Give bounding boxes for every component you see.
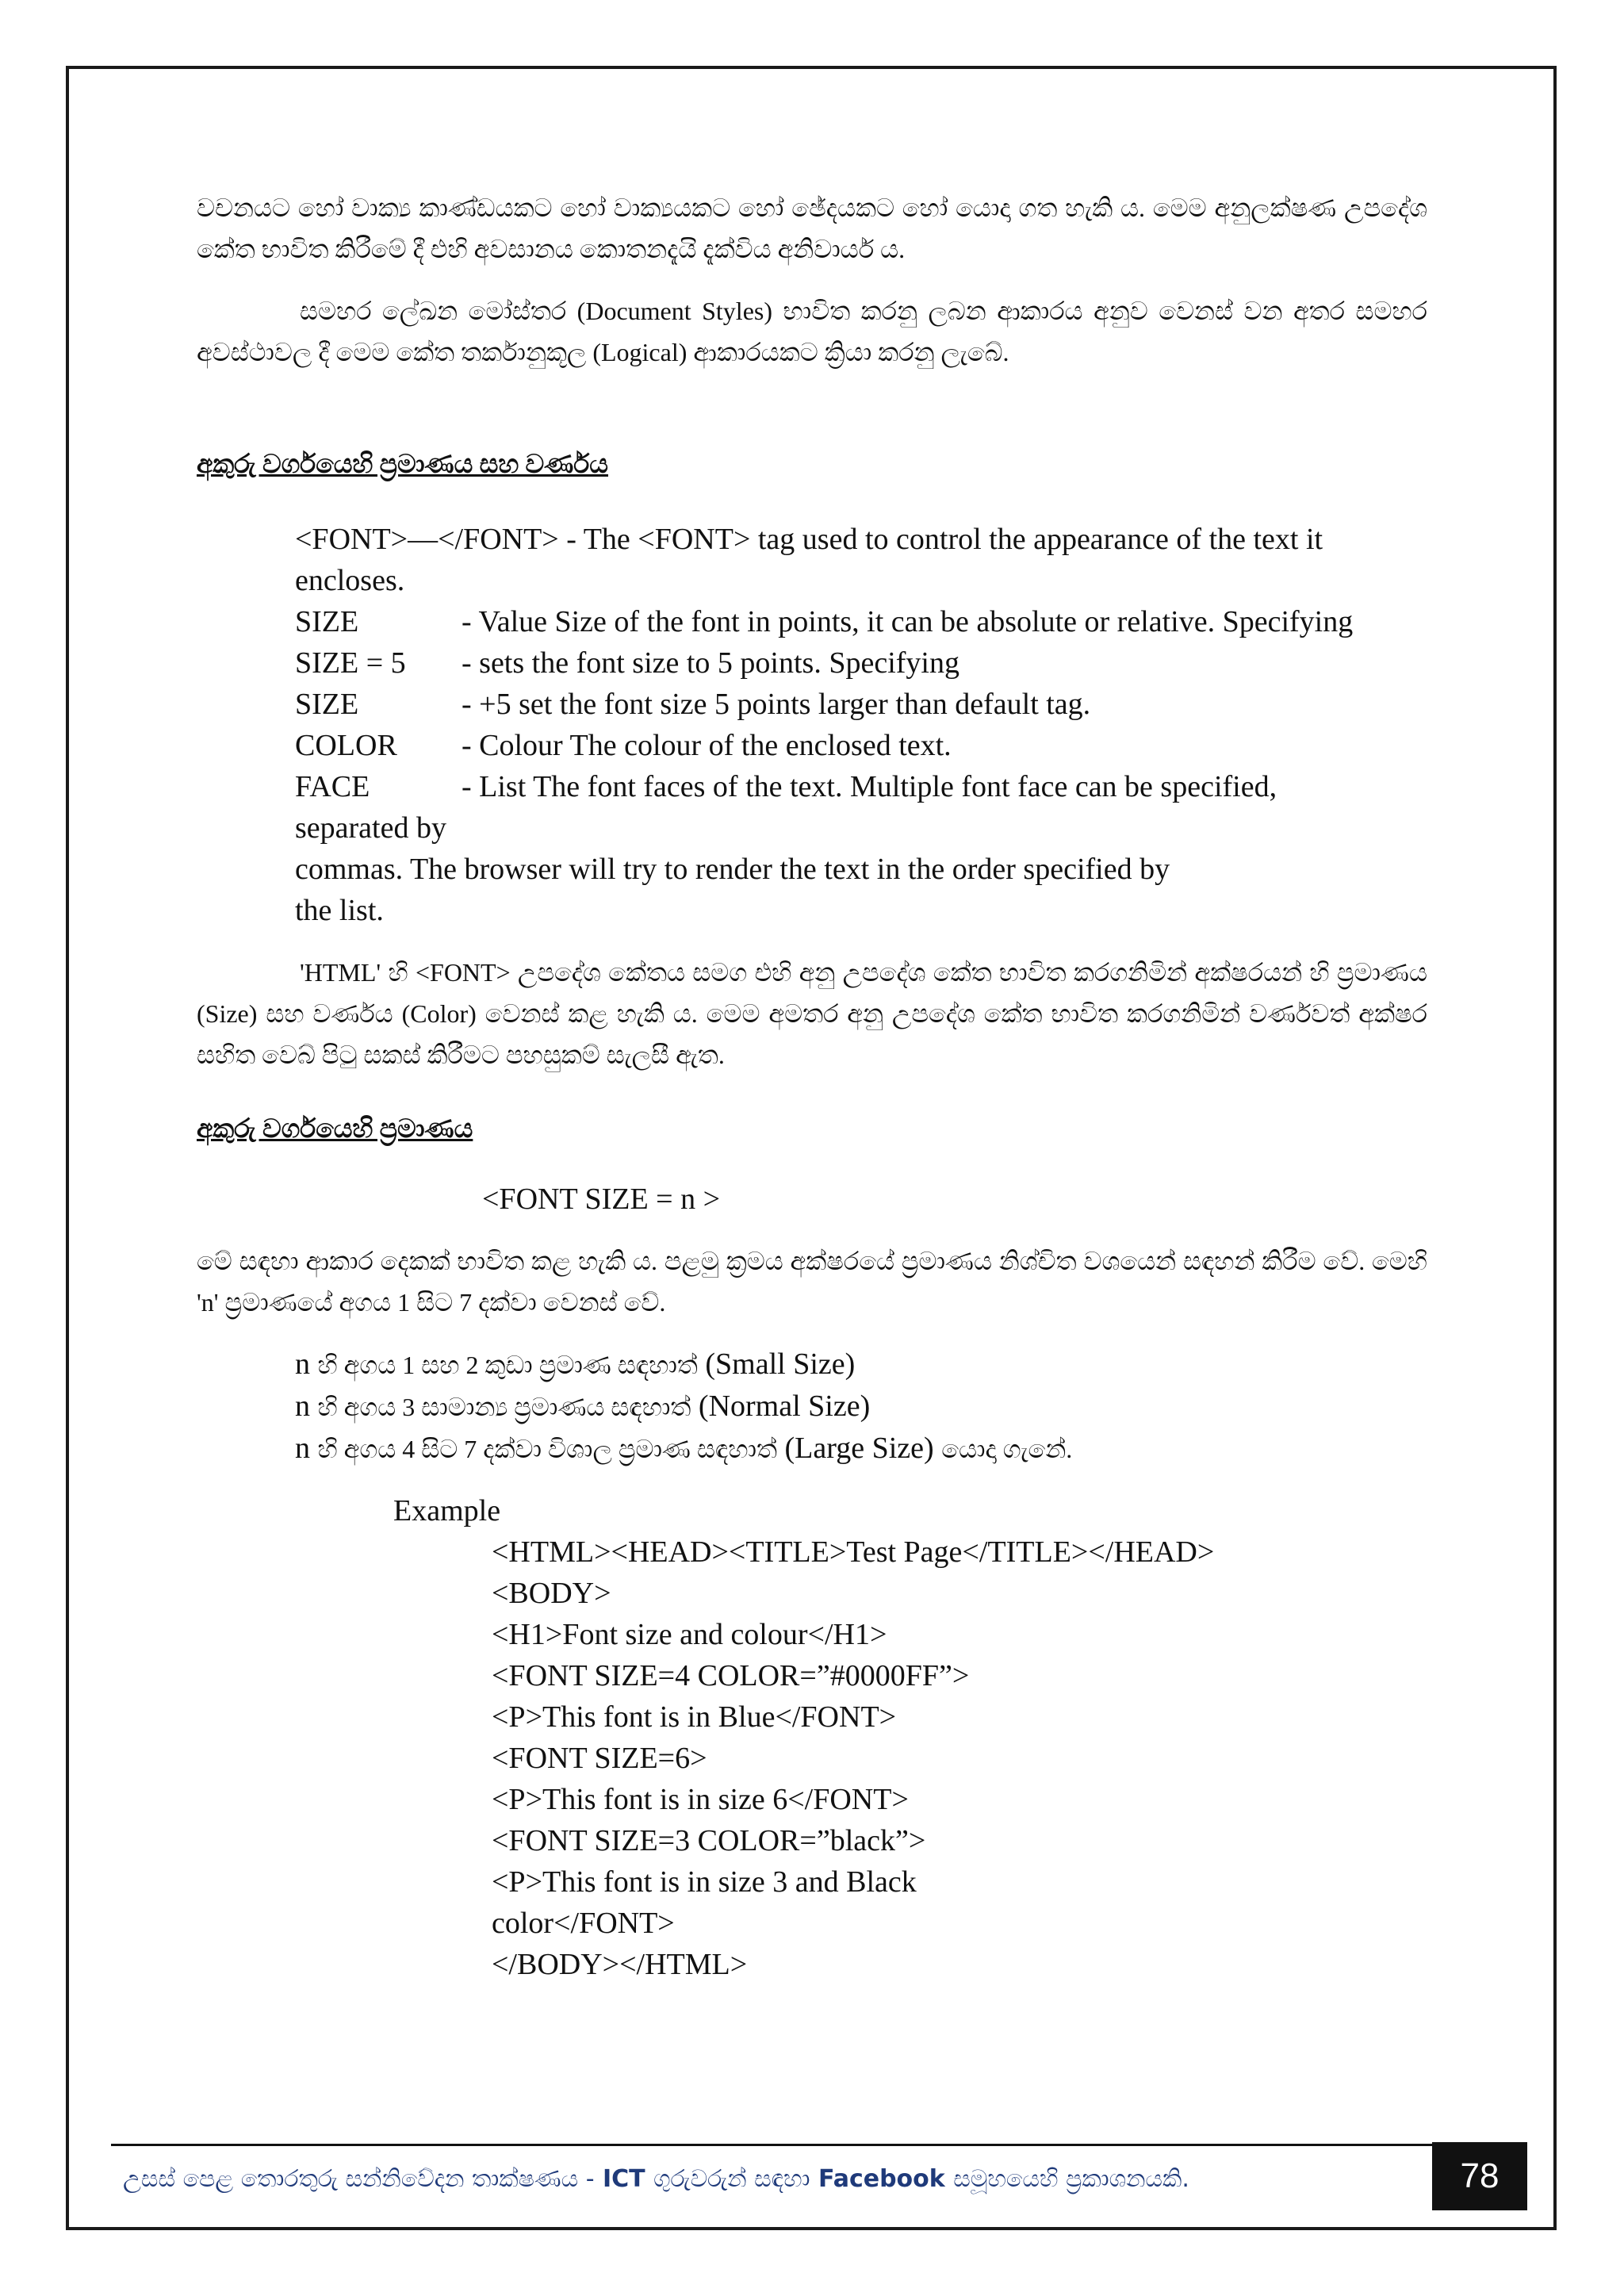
n-value-list	[295, 1343, 1427, 1470]
attribute-row	[295, 642, 1427, 684]
heading-font-size-color: අකුරු වර්ගයෙහි ප්‍රමාණය සහ වර්ණය	[197, 450, 608, 479]
n-sin: හි අගය 1 සහ 2 කුඩා ප්‍රමාණ සඳහාත්	[317, 1351, 698, 1379]
attribute-desc: - sets the font size to 5 points. Specifying	[462, 646, 959, 680]
footer-part-1: උසස් පෙළ තොරතුරු සන්නිවේදන තාක්ෂණය -	[123, 2165, 595, 2193]
footer-part-3: ගුරුවරුන් සඳහා	[653, 2165, 810, 2193]
attribute-row	[295, 725, 1427, 766]
attribute-name: SIZE	[295, 688, 359, 721]
code-line: </BODY></HTML>	[492, 1948, 748, 1981]
n-prefix: n	[295, 1389, 310, 1423]
attribute-name: COLOR	[295, 729, 397, 762]
code-line: <P>This font is in size 3 and Black	[492, 1865, 917, 1899]
n-value-item	[295, 1386, 1427, 1428]
attribute-name: FACE	[295, 770, 370, 803]
code-example	[492, 1531, 1427, 1985]
font-tag-line-1: <FONT>—</FONT> - The <FONT> tag used to control the appearance of the text it	[295, 523, 1323, 556]
code-line: <HTML><HEAD><TITLE>Test Page</TITLE></HEAD>	[492, 1535, 1215, 1569]
paragraph-4: මේ සඳහා ආකාර දෙකක් භාවිත කළ හැකි ය. පළමු ක්‍රමය අක්ෂරයේ ප්‍රමාණය නිශ්චිත වශයෙන් සඳහන් කිරීම වේ. මෙහි 'n' ප්‍රමාණයේ අගය 1 සිට 7 දක්වා වෙනස් වේ.	[197, 1247, 1427, 1317]
code-line: <FONT SIZE=3 COLOR=”black”>	[492, 1824, 926, 1857]
n-prefix: n	[295, 1432, 310, 1465]
footer-part-2: ICT	[602, 2165, 645, 2193]
paragraph-3: 'HTML' හි <FONT> උපදේශ කේතය සමග එහි අනු උපදේශ කේත භාවිත කරගනිමින් අක්ෂරයන් හි ප්‍රමාණය (Size) සහ වර්ණය (Color) වෙනස් කළ හැකි ය. මෙම අමතර අනු උපදේශ කේත භාවිත කරගනිමින් වර්ණවත් අක්ෂර සහිත වෙබ් පිටු සකස් කිරීමට පහසුකම් සැලසී ඇත.	[197, 958, 1427, 1069]
font-tag-line-2: encloses.	[295, 564, 405, 597]
footer-part-5: සමූහයෙහි ප්‍රකාශනයකි.	[953, 2165, 1189, 2193]
code-line: <P>This font is in size 6</FONT>	[492, 1783, 909, 1816]
intro-paragraph-2: සමහර ලේඛන මෝස්තර (Document Styles) භාවිත කරනු ලබන ආකාරය අනුව වෙනස් වන අතර සමහර අවස්ථාවල දී මෙම කේත තර්කානුකූල (Logical) ආකාරයකට ක්‍රියා කරනු ලැබේ.	[197, 297, 1428, 366]
heading-font-size: අකුරු වර්ගයෙහි ප්‍රමාණය	[197, 1115, 473, 1144]
footer-part-4: Facebook	[818, 2165, 945, 2193]
n-en: (Normal Size)	[698, 1389, 871, 1423]
code-line: <FONT SIZE=6>	[492, 1742, 707, 1775]
attribute-desc: - +5 set the font size 5 points larger than default tag.	[462, 688, 1091, 721]
code-line: <P>This font is in Blue</FONT>	[492, 1700, 897, 1734]
n-value-item	[295, 1343, 1427, 1386]
font-tag-description	[295, 519, 1427, 931]
face-line-2: separated by	[295, 811, 446, 845]
n-en: (Small Size)	[705, 1347, 856, 1381]
page-number: 78	[1432, 2142, 1527, 2210]
face-line-3: commas. The browser will try to render the text in the order specified by	[295, 853, 1170, 886]
n-prefix: n	[295, 1347, 310, 1381]
n-sin: හි අගය 3 සාමාන්‍ය ප්‍රමාණය සඳහාත්	[317, 1393, 691, 1421]
attribute-name: SIZE = 5	[295, 646, 406, 680]
n-sin: හි අගය 4 සිට 7 දක්වා විශාල ප්‍රමාණ සඳහාත්	[317, 1435, 778, 1463]
intro-paragraph-1: වචනයට හෝ වාක්‍ය කාණ්ඩයකට හෝ වාක්‍යයකට හෝ ඡේදයකට හෝ යොදා ගත හැකි ය. මෙම අනුලක්ෂණ උපදේශ කේත භාවිත කිරීමේ දී එහි අවසානය කොතනදැයි දැක්විය අනිවාර්ය ය.	[197, 194, 1427, 263]
attribute-desc: - Value Size of the font in points, it can be absolute or relative. Specifying	[462, 605, 1354, 638]
example-label: Example	[393, 1494, 501, 1527]
attribute-row	[295, 766, 1427, 807]
n-value-item	[295, 1428, 1427, 1470]
page-content	[197, 187, 1427, 1985]
code-line: <FONT SIZE=4 COLOR=”#0000FF”>	[492, 1659, 970, 1692]
face-line-4: the list.	[295, 894, 384, 927]
n-en: (Large Size)	[784, 1432, 934, 1465]
attribute-row	[295, 684, 1427, 725]
footer-rule	[111, 2144, 1435, 2146]
code-line: <BODY>	[492, 1577, 611, 1610]
code-line: <H1>Font size and colour</H1>	[492, 1618, 887, 1651]
example-block	[393, 1490, 1427, 1531]
attribute-desc: - List The font faces of the text. Multiple font face can be specified,	[462, 770, 1277, 803]
attribute-row	[295, 601, 1427, 642]
font-size-tag: <FONT SIZE = n >	[482, 1182, 721, 1216]
footer-text	[123, 2165, 1189, 2193]
attribute-desc: - Colour The colour of the enclosed text.	[462, 729, 952, 762]
n-suffix: යොදා ගැනේ.	[941, 1435, 1073, 1463]
attribute-name: SIZE	[295, 605, 359, 638]
code-line: color</FONT>	[492, 1907, 675, 1940]
